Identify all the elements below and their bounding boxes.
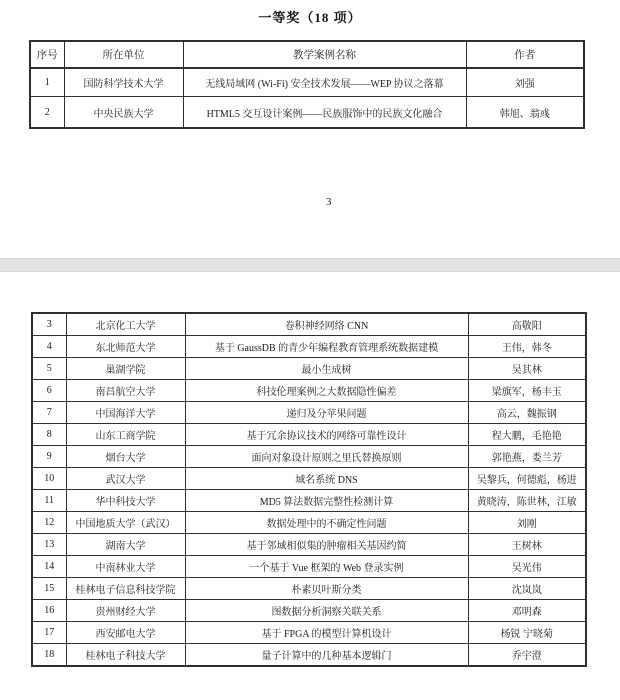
cell-author: 吴其林 (468, 358, 586, 380)
cell-case-name: 基于邻域相似集的肿瘤相关基因约简 (185, 534, 468, 556)
page-number: 3 (326, 196, 332, 208)
cell-unit: 华中科技大学 (66, 490, 185, 512)
cell-author: 沈岚岚 (468, 578, 586, 600)
cell-no: 15 (32, 578, 66, 600)
table-row (32, 622, 586, 644)
cell-no: 14 (32, 556, 66, 578)
cell-author: 刘刚 (468, 512, 586, 534)
cell-no: 6 (32, 380, 66, 402)
cell-no: 12 (32, 512, 66, 534)
cell-unit: 桂林电子科技大学 (66, 644, 185, 667)
cell-author: 刘强 (466, 68, 584, 97)
cell-no: 3 (32, 313, 66, 336)
cell-no: 10 (32, 468, 66, 490)
cell-case-name: 最小生成树 (185, 358, 468, 380)
cell-no: 7 (32, 402, 66, 424)
cell-unit: 贵州财经大学 (66, 600, 185, 622)
table-row (32, 424, 586, 446)
cell-case-name: 递归及分苹果问题 (185, 402, 468, 424)
cell-case-name: 基于 GaussDB 的青少年编程教育管理系统数据建模 (185, 336, 468, 358)
cell-case-name: 科技伦理案例之大数据隐性偏差 (185, 380, 468, 402)
cell-unit: 巢湖学院 (66, 358, 185, 380)
cell-no: 11 (32, 490, 66, 512)
cell-no: 18 (32, 644, 66, 667)
cell-author: 王树林 (468, 534, 586, 556)
header-cell-no: 序号 (30, 41, 64, 68)
cell-author: 邓明森 (468, 600, 586, 622)
cell-case-name: 基于 FPGA 的模型计算机设计 (185, 622, 468, 644)
table-row (32, 380, 586, 402)
cell-author: 乔宇澄 (468, 644, 586, 667)
header-cell-case-name: 教学案例名称 (183, 41, 466, 68)
page-break-divider (0, 258, 620, 272)
table-row (32, 578, 586, 600)
cell-case-name: 无线局域网 (Wi-Fi) 安全技术发展——WEP 协议之落幕 (183, 68, 466, 97)
cell-case-name: MD5 算法数据完整性检测计算 (185, 490, 468, 512)
cell-author: 高敬阳 (468, 313, 586, 336)
cell-case-name: 数据处理中的不确定性问题 (185, 512, 468, 534)
cell-unit: 武汉大学 (66, 468, 185, 490)
cell-author: 高云，魏振钢 (468, 402, 586, 424)
table-row (30, 97, 584, 129)
table-row (32, 600, 586, 622)
cell-unit: 南昌航空大学 (66, 380, 185, 402)
cell-unit: 湖南大学 (66, 534, 185, 556)
cell-case-name: 卷积神经网络 CNN (185, 313, 468, 336)
cell-case-name: 基于冗余协议技术的网络可靠性设计 (185, 424, 468, 446)
cell-unit: 中国海洋大学 (66, 402, 185, 424)
cell-unit: 桂林电子信息科技学院 (66, 578, 185, 600)
table-row (32, 402, 586, 424)
cell-no: 9 (32, 446, 66, 468)
cell-author: 黄晓涛，陈世林，江敏 (468, 490, 586, 512)
cell-unit: 中南林业大学 (66, 556, 185, 578)
table-row (32, 512, 586, 534)
doc-title: 一等奖（18 项） (258, 10, 362, 25)
cell-author: 吴黎兵，何德彪，杨进 (468, 468, 586, 490)
table-row (32, 490, 586, 512)
table-row (32, 358, 586, 380)
cell-no: 16 (32, 600, 66, 622)
table-row (32, 644, 586, 667)
cell-case-name: 量子计算中的几种基本逻辑门 (185, 644, 468, 667)
table-header-row (30, 41, 584, 68)
cell-case-name: 朴素贝叶斯分类 (185, 578, 468, 600)
award-table-part2 (31, 312, 587, 667)
cell-unit: 国防科学技术大学 (64, 68, 183, 97)
cell-unit: 山东工商学院 (66, 424, 185, 446)
cell-no: 2 (30, 97, 64, 129)
cell-author: 杨锐 宁晓菊 (468, 622, 586, 644)
header-cell-unit: 所在单位 (64, 41, 183, 68)
cell-case-name: 面向对象设计原则之里氏替换原则 (185, 446, 468, 468)
table-row (32, 534, 586, 556)
cell-unit: 东北师范大学 (66, 336, 185, 358)
cell-case-name: 一个基于 Vue 框架的 Web 登录实例 (185, 556, 468, 578)
cell-author: 吴光伟 (468, 556, 586, 578)
table-row (32, 468, 586, 490)
cell-author: 程大鹏，毛艳艳 (468, 424, 586, 446)
cell-no: 13 (32, 534, 66, 556)
cell-no: 5 (32, 358, 66, 380)
cell-unit: 烟台大学 (66, 446, 185, 468)
cell-author: 梁旗军，杨丰玉 (468, 380, 586, 402)
cell-case-name: HTML5 交互设计案例——民族服饰中的民族文化融合 (183, 97, 466, 129)
cell-unit: 北京化工大学 (66, 313, 185, 336)
cell-author: 郭艳燕，娄兰芳 (468, 446, 586, 468)
cell-author: 王伟，韩冬 (468, 336, 586, 358)
cell-unit: 中央民族大学 (64, 97, 183, 129)
cell-author: 韩旭、翁彧 (466, 97, 584, 129)
award-table-part1 (29, 40, 585, 129)
cell-unit: 中国地质大学（武汉） (66, 512, 185, 534)
cell-unit: 西安邮电大学 (66, 622, 185, 644)
table-row (32, 336, 586, 358)
table-row (32, 313, 586, 336)
cell-no: 17 (32, 622, 66, 644)
table-row (30, 68, 584, 97)
cell-case-name: 图数据分析洞察关联关系 (185, 600, 468, 622)
header-cell-author: 作者 (466, 41, 584, 68)
cell-no: 4 (32, 336, 66, 358)
cell-no: 1 (30, 68, 64, 97)
table-row (32, 446, 586, 468)
cell-case-name: 域名系统 DNS (185, 468, 468, 490)
cell-no: 8 (32, 424, 66, 446)
table-row (32, 556, 586, 578)
